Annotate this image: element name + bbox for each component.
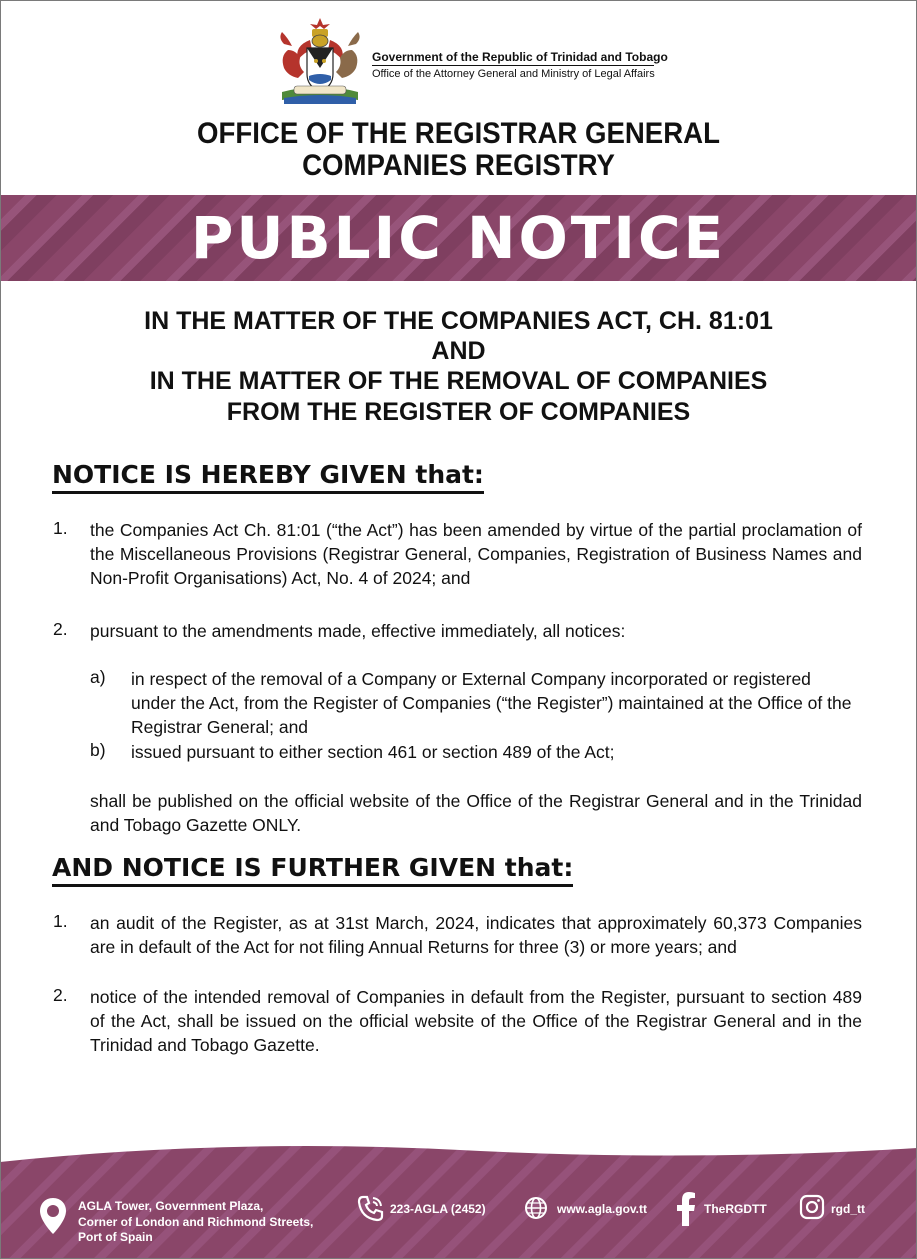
footer-address-line1: AGLA Tower, Government Plaza, (78, 1199, 264, 1213)
banner-title: PUBLIC NOTICE (190, 204, 727, 272)
list-item-text: the Companies Act Ch. 81:01 (“the Act”) has been amended by virtue of the partial proclamation of the Miscellaneous Provisions (Registrar General, Companies, Registration of Business Names and Non-Profit Organisations) Act, No. 4 of 2024; and (90, 520, 862, 588)
phone-icon (357, 1194, 385, 1222)
location-pin-icon (38, 1196, 68, 1236)
list-number: 1. (53, 518, 68, 538)
footer-website[interactable]: www.agla.gov.tt (557, 1202, 648, 1216)
registry-title: COMPANIES REGISTRY (302, 149, 615, 182)
list-number: 1. (53, 911, 68, 931)
ministry-name: Office of the Attorney General and Ministry of Legal Affairs (372, 68, 655, 80)
sub-item-text: issued pursuant to either section 461 or section 489 of the Act; (131, 742, 615, 762)
sub-item-letter: a) (90, 667, 106, 687)
coat-of-arms-icon (274, 16, 366, 106)
list-number: 2. (53, 985, 68, 1005)
public-notice-banner (0, 195, 917, 281)
section-heading-hereby: NOTICE IS HEREBY GIVEN that: (52, 460, 484, 494)
matter-line-2: AND (431, 337, 486, 365)
footer-address-line3: Port of Spain (78, 1230, 153, 1244)
closing-paragraph: shall be published on the official website of the Office of the Registrar General and in the Trinidad and Tobago Gazette ONLY. (90, 791, 862, 835)
matter-line-1: IN THE MATTER OF THE COMPANIES ACT, CH. 81:01 (144, 307, 773, 335)
letterhead (0, 0, 917, 195)
footer-facebook[interactable]: TheRGDTT (704, 1202, 767, 1216)
sub-item-letter: b) (90, 740, 106, 760)
government-name: Government of the Republic of Trinidad and Tobago (372, 50, 668, 64)
instagram-icon (799, 1194, 825, 1220)
matter-line-4: FROM THE REGISTER OF COMPANIES (226, 398, 691, 426)
matter-line-3: IN THE MATTER OF THE REMOVAL OF COMPANIES (149, 367, 768, 395)
letterhead-divider (372, 65, 654, 66)
office-title: OFFICE OF THE REGISTRAR GENERAL (197, 117, 720, 150)
list-item-text: notice of the intended removal of Companies in default from the Register, pursuant to section 489 of the Act, shall be issued on the official website of the Office of the Registrar General and in the Trinidad and Tobago Gazette. (90, 987, 862, 1055)
section-heading-further: AND NOTICE IS FURTHER GIVEN that: (52, 853, 573, 887)
facebook-icon (676, 1192, 696, 1226)
list-number: 2. (53, 619, 68, 639)
footer-band (0, 1140, 917, 1259)
list-item-text: pursuant to the amendments made, effective immediately, all notices: (90, 621, 626, 641)
footer-phone[interactable]: 223-AGLA (2452) (390, 1202, 486, 1216)
footer-instagram[interactable]: rgd_tt (831, 1202, 865, 1216)
sub-item-text: in respect of the removal of a Company or External Company incorporated or registered under the Act, from the Register of Companies (“the Register”) maintained at the Office of the Registrar General; and (131, 669, 852, 737)
list-item-text: an audit of the Register, as at 31st March, 2024, indicates that approximately 60,373 Companies are in default of the Act for not filing Annual Returns for three (3) or more years; and (90, 913, 862, 957)
footer-address-line2: Corner of London and Richmond Streets, (78, 1215, 314, 1229)
globe-icon (524, 1196, 548, 1220)
